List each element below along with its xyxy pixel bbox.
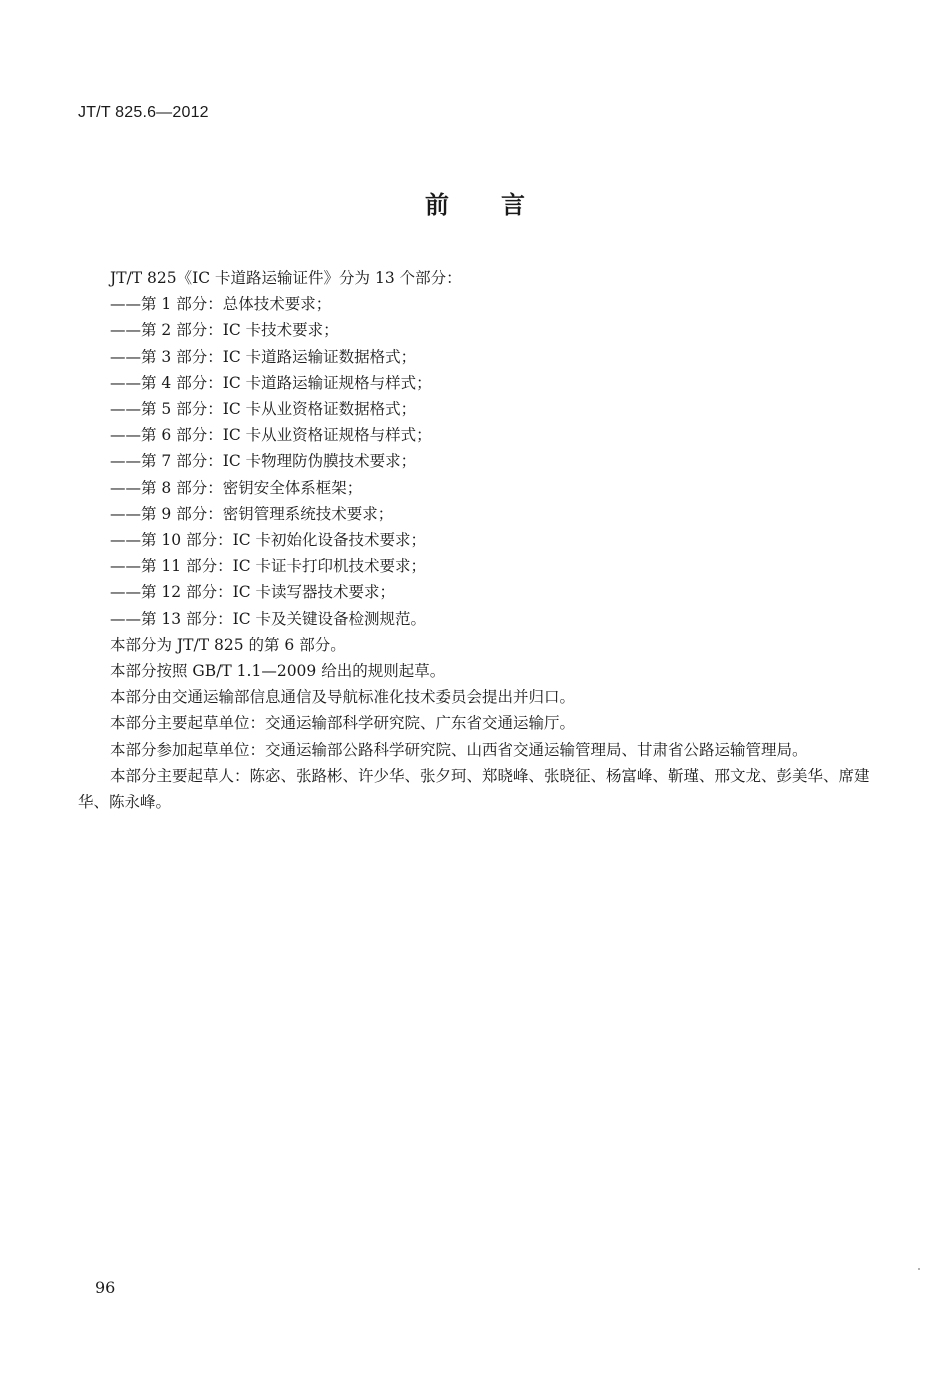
part-item: ——第 5 部分：IC 卡从业资格证数据格式； xyxy=(110,400,417,419)
statement-main-drafters: 本部分主要起草人：陈宓、张路彬、许少华、张夕珂、郑晓峰、张晓征、杨富峰、靳瑾、邢文龙、彭美华、席建华、陈永峰。 xyxy=(78,766,870,812)
statement-participating-units: 本部分参加起草单位：交通运输部公路科学研究院、山西省交通运输管理局、甘肃省公路运输管理局。 xyxy=(110,740,808,759)
statement-main-drafting-units: 本部分主要起草单位：交通运输部科学研究院、广东省交通运输厅。 xyxy=(110,714,576,733)
statement-drafting-rules: 本部分按照 GB/T 1.1—2009 给出的规则起草。 xyxy=(110,662,446,681)
foreword-body xyxy=(78,265,878,815)
part-item: ——第 10 部分：IC 卡初始化设备技术要求； xyxy=(110,531,426,550)
part-item: ——第 7 部分：IC 卡物理防伪膜技术要求； xyxy=(110,452,417,471)
part-item: ——第 2 部分：IC 卡技术要求； xyxy=(110,321,339,340)
part-item: ——第 11 部分：IC 卡证卡打印机技术要求； xyxy=(110,557,426,576)
statement-proposer: 本部分由交通运输部信息通信及导航标准化技术委员会提出并归口。 xyxy=(110,688,576,707)
part-item: ——第 8 部分：密钥安全体系框架； xyxy=(110,478,363,497)
scan-speck xyxy=(918,1268,920,1270)
part-item: ——第 4 部分：IC 卡道路运输证规格与样式； xyxy=(110,373,432,392)
title-char-2: 言 xyxy=(501,191,525,219)
part-item: ——第 3 部分：IC 卡道路运输证数据格式； xyxy=(110,347,417,366)
page-title xyxy=(0,185,950,220)
part-item: ——第 13 部分：IC 卡及关键设备检测规范。 xyxy=(110,609,426,628)
title-char-1: 前 xyxy=(425,191,449,219)
part-item: ——第 1 部分：总体技术要求； xyxy=(110,295,332,314)
standard-code: JT/T 825.6—2012 xyxy=(78,104,209,121)
part-item: ——第 12 部分：IC 卡读写器技术要求； xyxy=(110,583,395,602)
statement-part-number: 本部分为 JT/T 825 的第 6 部分。 xyxy=(110,635,346,654)
page-number: 96 xyxy=(95,1278,116,1297)
part-item: ——第 9 部分：密钥管理系统技术要求； xyxy=(110,504,394,523)
parts-intro: JT/T 825《IC 卡道路运输证件》分为 13 个部分： xyxy=(110,269,462,287)
part-item: ——第 6 部分：IC 卡从业资格证规格与样式； xyxy=(110,426,432,445)
